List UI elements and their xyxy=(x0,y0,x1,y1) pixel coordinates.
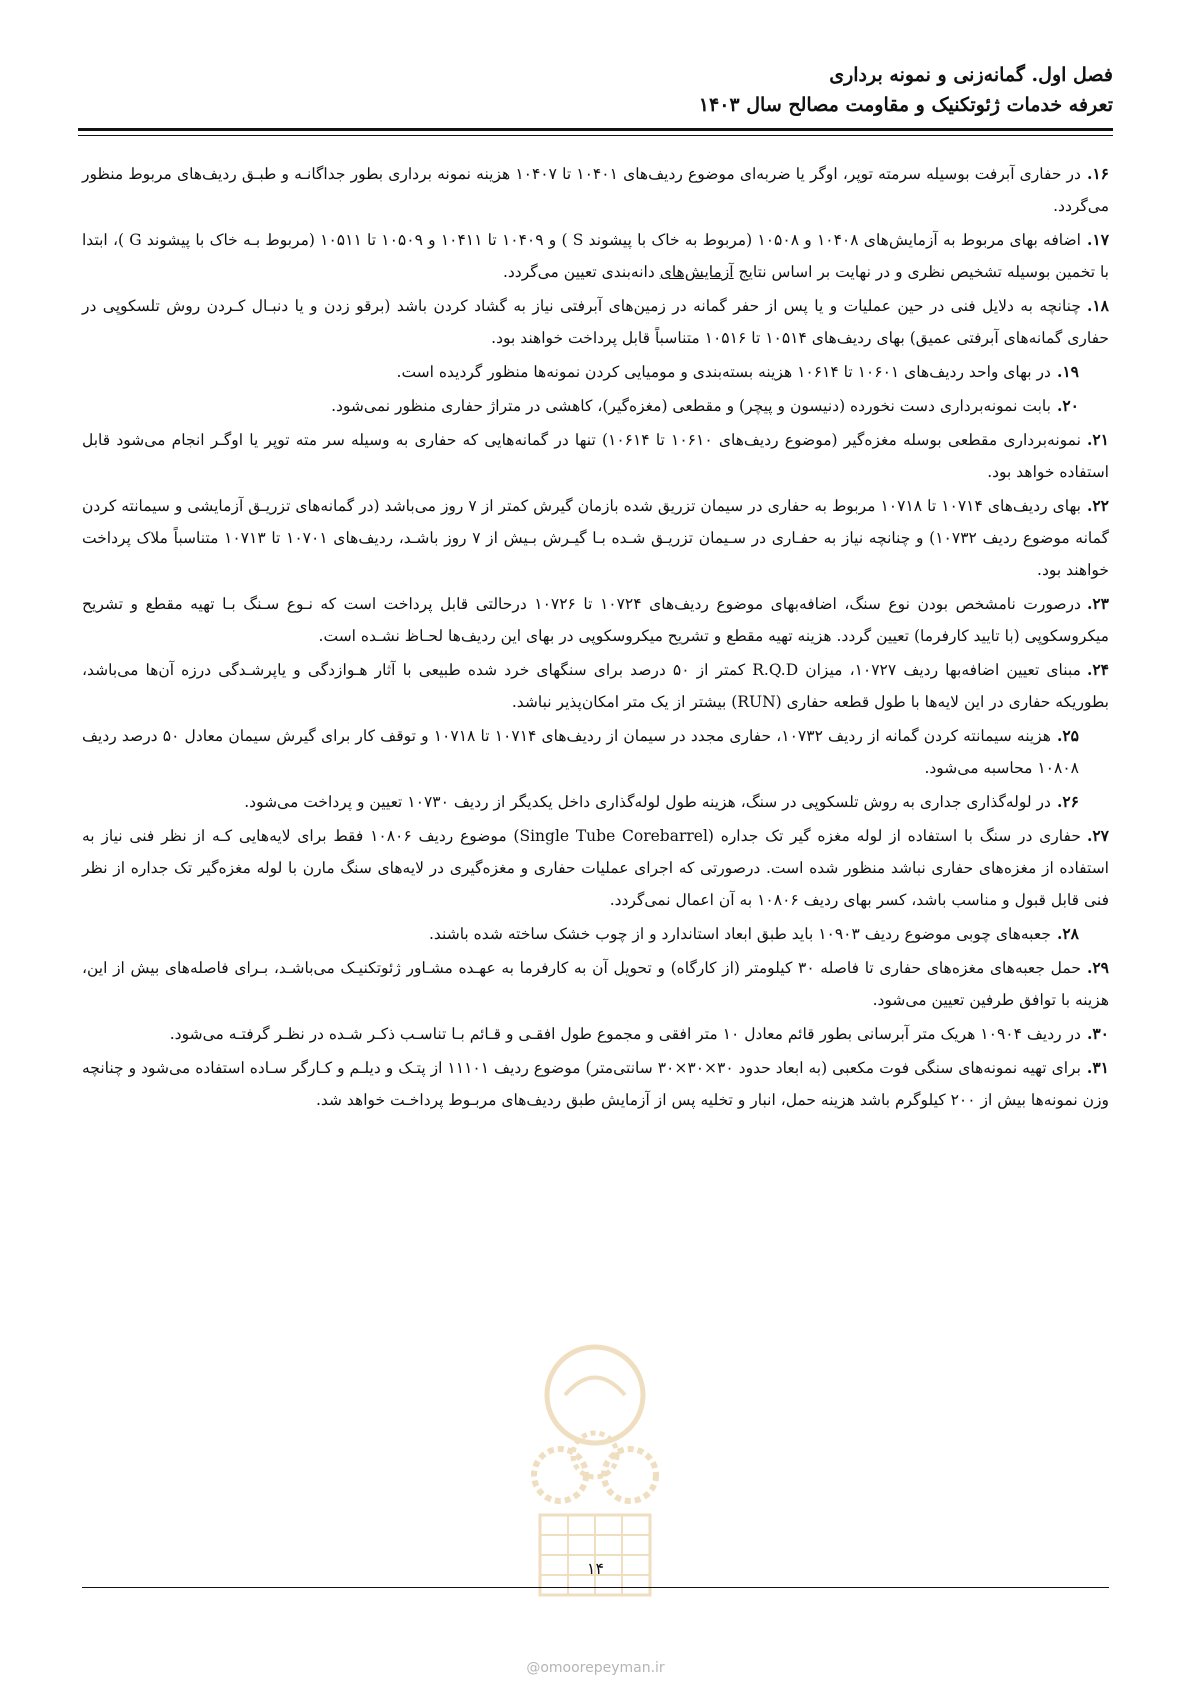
chapter-title: فصل اول. گمانه‌زنی و نمونه برداری xyxy=(829,64,1113,86)
note-item: ۲۰.بابت نمونه‌برداری دست نخورده (دنیسون و پیچر) و مقطعی (مغزه‌گیر)، کاهشی در متراژ حفاری منظور نمی‌شود. xyxy=(331,396,1079,415)
note-item: ۲۶.در لوله‌گذاری جداری به روش تلسکوپی در سنگ، هزینه طول لوله‌گذاری داخل یکدیگر از ردیف ۱۰۷۳۰ تعیین و پرداخت می‌شود. xyxy=(244,792,1079,811)
note-item: ۳۱.برای تهیه نمونه‌های سنگی فوت مکعبی (به ابعاد حدود ۳۰×۳۰×۳۰ سانتی‌متر) موضوع ردیف ۱۱۱۰۱ از پتـک و دیلـم و کـارگر سـاده استفاده می‌شود و چنانچه وزن نمونه‌ها بیش از ۲۰۰ کیلوگرم باشد هزینه حمل، انبار و تخلیه پس از آزمایش طبق ردیف‌های مربـوط پرداخـت خواهد شد. xyxy=(82,1058,1109,1109)
note-item: ۱۸.چنانچه به دلایل فنی در حین عملیات و یا پس از حفر گمانه در زمین‌های آبرفتی نیاز به گشاد کردن باشد (برقو زدن و یا دنبـال کـردن روش تلسکوپی در حفاری گمانه‌های آبرفتی عمیق) بهای ردیف‌های ۱۰۵۱۴ تا ۱۰۵۱۶ متناسباً قابل پرداخت خواهند بود. xyxy=(82,296,1109,347)
note-item: ۲۸.جعبه‌های چوبی موضوع ردیف ۱۰۹۰۳ باید طبق ابعاد استاندارد و از چوب خشک ساخته شده باشند. xyxy=(428,924,1079,943)
note-item: ۱۹.در بهای واحد ردیف‌های ۱۰۶۰۱ تا ۱۰۶۱۴ هزینه بسته‌بندی و مومیایی کردن نمونه‌ها منظور گردیده است. xyxy=(396,362,1079,381)
document-title: تعرفه خدمات ژئوتکنیک و مقاومت مصالح سال ۱۴۰۳ xyxy=(698,94,1113,116)
note-item: ۳۰.در ردیف ۱۰۹۰۴ هریک متر آبرسانی بطور قائم معادل ۱۰ متر افقی و مجموع طول افقـی و قـائم بـا تناسـب ذکـر شـده در نظـر گرفتـه می‌شود. xyxy=(169,1024,1109,1043)
footer-divider xyxy=(82,1587,1109,1588)
note-item: ۲۹.حمل جعبه‌های مغزه‌های حفاری تا فاصله ۳۰ کیلومتر (از کارگاه) و تحویل آن به کارفرما به عهـده مشـاور ژئوتکنیـک می‌باشـد، بـرای فاصله‌های بیش از این، هزینه با توافق طرفین تعیین می‌شود. xyxy=(82,958,1109,1009)
note-item: ۲۴.مبنای تعیین اضافه‌بها ردیف ۱۰۷۲۷، میزان R.Q.D کمتر از ۵۰ درصد برای سنگهای خرد شده طبیعی با آثار هـوازدگی و یاپرشـدگی درزه آن‌ها می‌باشد، بطوریکه حفاری در این لایه‌ها با طول قطعه حفاری (RUN) بیشتر از یک متر امکان‌پذیر نباشد. xyxy=(82,660,1109,711)
notes-list xyxy=(82,158,1109,1118)
note-item: ۲۱.نمونه‌برداری مقطعی بوسله مغزه‌گیر (موضوع ردیف‌های ۱۰۶۱۰ تا ۱۰۶۱۴) تنها در گمانه‌هایی که حفاری به وسیله سر مته توپر یا اوگـر انجام می‌شود قابل استفاده خواهد بود. xyxy=(82,430,1110,481)
page-number: ۱۴ xyxy=(586,1559,605,1578)
note-item: ۲۷.حفاری در سنگ با استفاده از لوله مغزه گیر تک جداره (Single Tube Corebarrel) موضوع ردیف ۱۰۸۰۶ فقط برای لایه‌هایی کـه از نظر فنی نیاز به استفاده از مغزه‌های حفاری نباشد منظور شده است. درصورتی که اجرای عملیات حفاری و مغزه‌گیری در لایه‌های سنگ مارن با لوله مغزه‌گیر تک جداره از نظر فنی قابل قبول و مناسب باشد، کسر بهای ردیف ۱۰۸۰۶ به آن اعمال نمی‌گردد. xyxy=(82,826,1109,909)
note-item: ۲۳.درصورت نامشخص بودن نوع سنگ، اضافه‌بهای موضوع ردیف‌های ۱۰۷۲۴ تا ۱۰۷۲۶ درحالتی قابل پرداخت است که نـوع سـنگ بـا تهیه مقطع و تشریح میکروسکوپی (با تایید کارفرما) تعیین گردد. هزینه تهیه مقطع و تشریح میکروسکوپی در بهای این ردیف‌ها لحـاظ نشـده است. xyxy=(82,594,1109,645)
header-divider-thin xyxy=(78,135,1113,136)
page-header xyxy=(78,60,1113,120)
note-item: ۱۶.در حفاری آبرفت بوسیله سرمته توپر، اوگر یا ضربه‌ای موضوع ردیف‌های ۱۰۴۰۱ تا ۱۰۴۰۷ هزینه نمونه برداری بطور جداگانـه و طبـق ردیف‌های مربوط منظور می‌گردد. xyxy=(82,164,1109,215)
website-watermark: @omoorepeyman.ir xyxy=(526,1660,665,1676)
note-item: ۱۷.اضافه بهای مربوط به آزمایش‌های ۱۰۴۰۸ و ۱۰۵۰۸ (مربوط به خاک با پیشوند S ) و ۱۰۴۰۹ تا ۱۰۴۱۱ و ۱۰۵۰۹ تا ۱۰۵۱۱ (مربوط بـه خاک با پیشوند G )، ابتدا با تخمین بوسیله تشخیص نظری و در نهایت بر اساس نتایج آزمایش‌های دانه‌بندی تعیین می‌گردد. xyxy=(82,230,1110,281)
header-divider-thick xyxy=(78,128,1113,131)
note-item: ۲۲.بهای ردیف‌های ۱۰۷۱۴ تا ۱۰۷۱۸ مربوط به حفاری در سیمان تزریق شده بازمان گیرش کمتر از ۷ روز می‌باشد (در گمانه‌های تزریـق آزمایشی و سیمانته کردن گمانه موضوع ردیف ۱۰۷۳۲) و چنانچه نیاز به حفـاری در سـیمان تزریـق شـده بـا گیـرش بـیش از ۷ روز باشـد، ردیف‌های ۱۰۷۰۱ تا ۱۰۷۱۳ متناسباً ملاک پرداخت خواهند بود. xyxy=(82,496,1109,579)
note-item: ۲۵.هزینه سیمانته کردن گمانه از ردیف ۱۰۷۳۲، حفاری مجدد در سیمان از ردیف‌های ۱۰۷۱۴ تا ۱۰۷۱۸ و توقف کار برای گیرش سیمان معادل ۵۰ درصد ردیف ۱۰۸۰۸ محاسبه می‌شود. xyxy=(82,726,1080,777)
underlined-term: آزمایش‌های xyxy=(659,263,734,281)
